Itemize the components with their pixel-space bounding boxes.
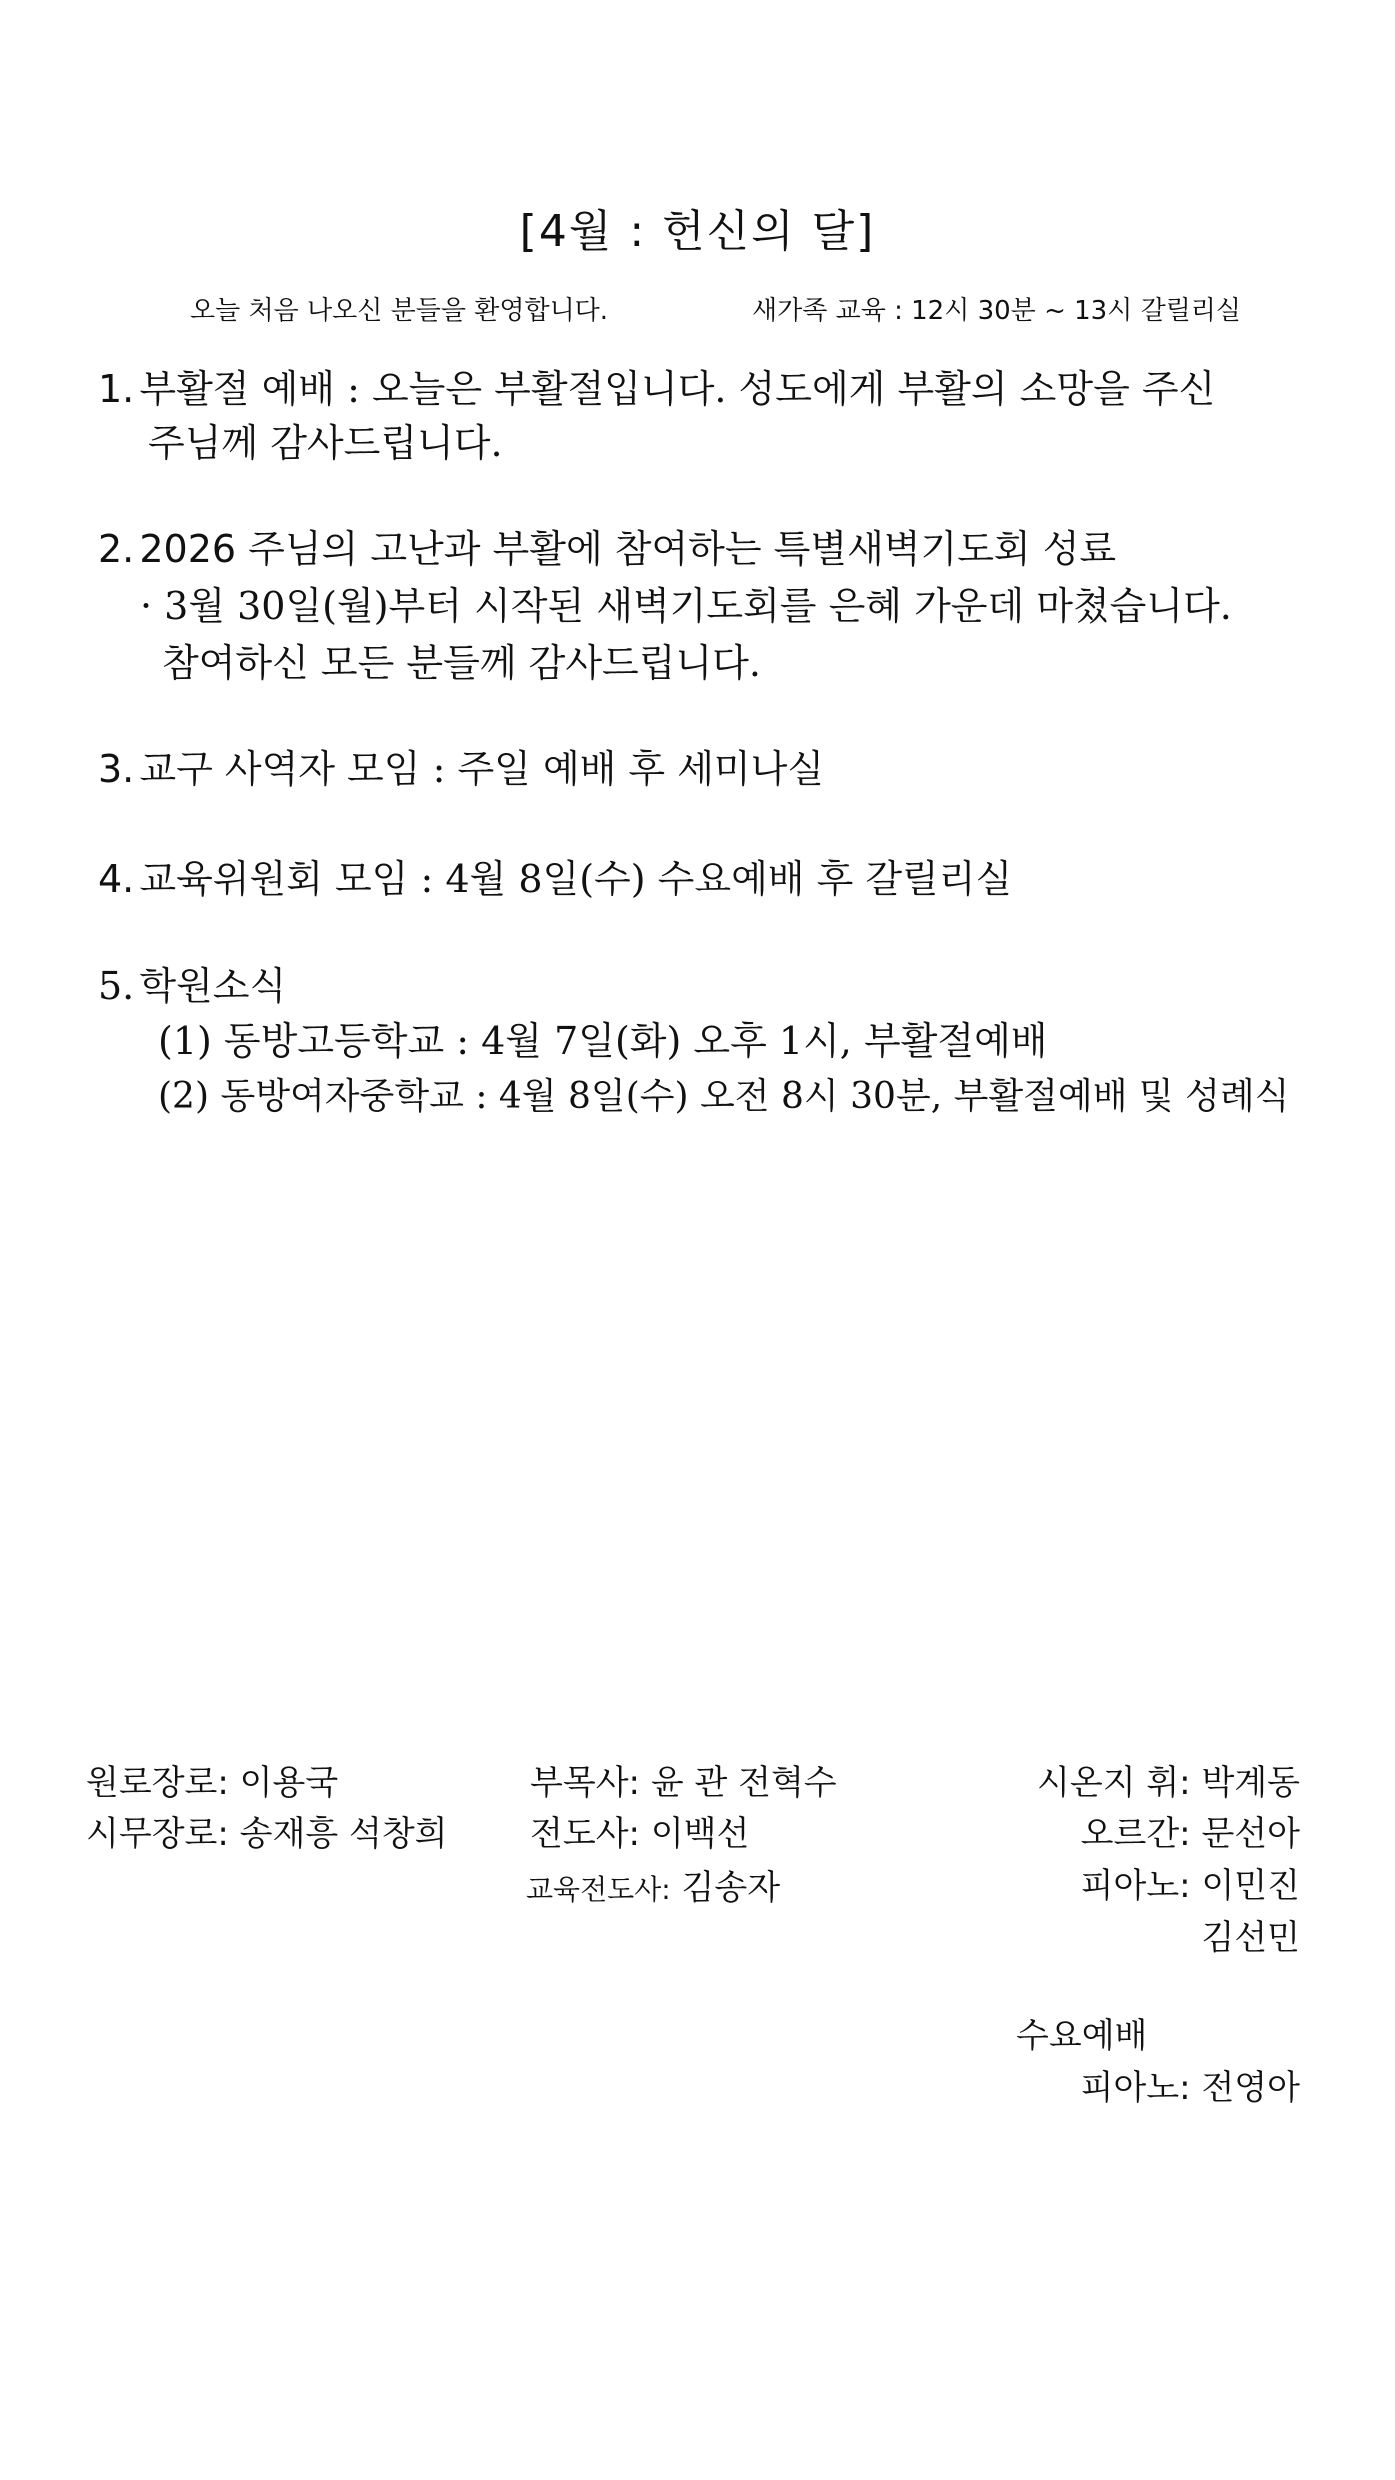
announcement-body: : 4월 8일(수) 수요예배 후 갈릴리실: [408, 857, 1013, 901]
serving-elders: [86, 1806, 448, 1855]
organist: [1081, 1806, 1300, 1855]
page-title: [4월 : 헌신의 달]: [519, 206, 876, 257]
announcement-4: [98, 848, 1012, 903]
announcement-2-line-2: 참여하신 모든 분들께 감사드립니다.: [162, 641, 761, 685]
choir-conductor: [1037, 1755, 1300, 1804]
education-evangelist-label: 교육전도사:: [526, 1873, 671, 1906]
welcome-message: 오늘 처음 나오신 분들을 환영합니다.: [190, 296, 609, 326]
elder-emeritus: [86, 1755, 338, 1804]
associate-pastor-label: 부목사:: [530, 1763, 640, 1803]
wednesday-pianist-name: 전영아: [1201, 2068, 1300, 2108]
announcement-1: [98, 358, 1215, 413]
wednesday-pianist: [1081, 2060, 1300, 2109]
pianist-label: 피아노:: [1080, 1866, 1191, 1906]
announcement-body: : 주일 예배 후 세미나실: [420, 747, 825, 791]
serving-elders-label: 시무장로:: [86, 1814, 229, 1854]
announcement-title: 교구 사역자 모임: [139, 747, 421, 791]
school-news-item-2: (2) 동방여자중학교 : 4월 8일(수) 오전 8시 30분, 부활절예배 및 성례식: [158, 1076, 1290, 1117]
announcement-number: 1.: [98, 367, 135, 411]
announcement-1-continued: 주님께 감사드립니다.: [148, 421, 503, 465]
associate-pastor-names: 윤 관 전혁수: [650, 1763, 837, 1803]
serving-elders-names: 송재흥 석창희: [239, 1814, 448, 1854]
new-family-education-time: 새가족 교육 : 12시 30분 ~ 13시 갈릴리실: [752, 296, 1242, 326]
pianist: [1081, 1858, 1300, 1907]
school-news-item-1: (1) 동방고등학교 : 4월 7일(화) 오후 1시, 부활절예배: [158, 1019, 1048, 1063]
education-evangelist: [526, 1860, 780, 1909]
education-evangelist-name: 김송자: [681, 1868, 781, 1908]
choir-conductor-name: 박계동: [1201, 1763, 1300, 1803]
announcement-title: 교육위원회 모임: [139, 857, 409, 901]
evangelist-label: 전도사:: [530, 1814, 640, 1854]
announcement-number: 4.: [98, 857, 135, 901]
announcement-body: : 오늘은 부활절입니다. 성도에게 부활의 소망을 주신: [334, 367, 1216, 411]
elder-emeritus-label: 원로장로:: [86, 1763, 229, 1803]
elder-emeritus-name: 이용국: [239, 1763, 339, 1803]
organist-name: 문선아: [1201, 1814, 1300, 1854]
evangelist-name: 이백선: [650, 1814, 750, 1854]
announcement-title: 2026 주님의 고난과 부활에 참여하는 특별새벽기도회 성료: [139, 527, 1117, 571]
announcement-2: [98, 518, 1116, 573]
choir-conductor-label: 시온지 휘:: [1037, 1763, 1191, 1803]
pianist-name-2: 김선민: [1201, 1918, 1300, 1958]
announcement-number: 2.: [98, 527, 135, 571]
announcement-5: [98, 955, 286, 1010]
announcement-title: 부활절 예배: [139, 367, 335, 411]
organist-label: 오르간:: [1080, 1814, 1191, 1854]
announcement-number: 5.: [98, 964, 135, 1008]
announcement-title: 학원소식: [139, 964, 287, 1008]
evangelist: [530, 1806, 749, 1855]
wednesday-service-heading: 수요예배: [1016, 2016, 1148, 2056]
pianist-name-1: 이민진: [1201, 1866, 1300, 1906]
associate-pastor: [530, 1755, 837, 1804]
announcement-2-line-1: · 3월 30일(월)부터 시작된 새벽기도회를 은혜 가운데 마쳤습니다.: [140, 584, 1232, 628]
announcement-3: [98, 738, 824, 793]
wednesday-pianist-label: 피아노:: [1080, 2068, 1191, 2108]
announcement-number: 3.: [98, 747, 135, 791]
